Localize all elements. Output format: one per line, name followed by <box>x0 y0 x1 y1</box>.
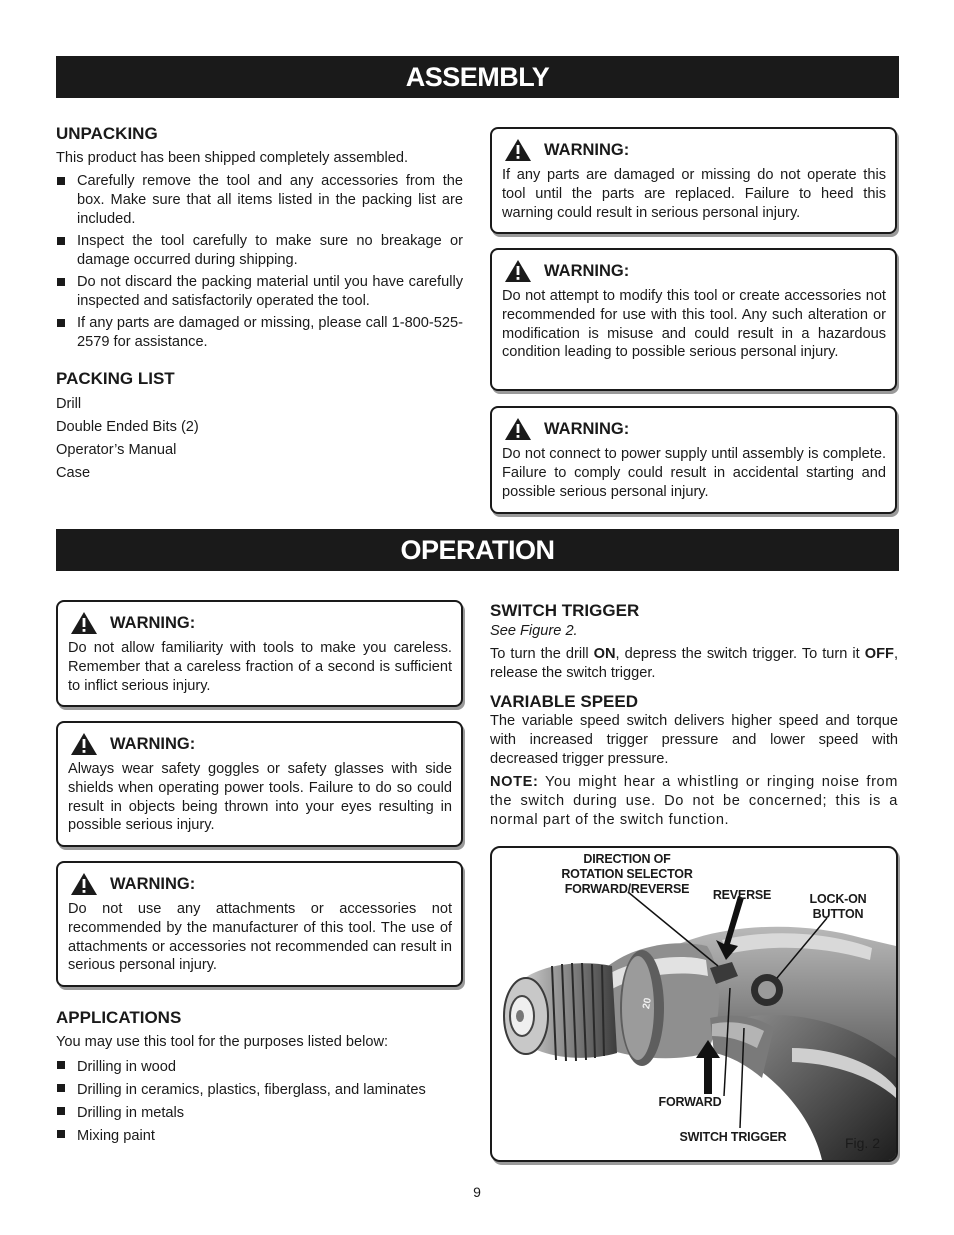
text-run: , depress the switch trigger. To turn it <box>615 646 865 662</box>
note-label: NOTE: <box>490 774 539 790</box>
operation-title: OPERATION <box>400 535 555 565</box>
switch-trigger-text <box>490 645 898 683</box>
off-emphasis: OFF <box>864 646 894 662</box>
label-direction-selector <box>547 852 707 897</box>
on-emphasis: ON <box>593 646 616 662</box>
list-item: Double Ended Bits (2) <box>56 419 199 435</box>
warning-text: If any parts are damaged or missing do not operate this tool until the parts are replaced. Failure to heed this warning could result in serious personal injury. <box>502 167 886 221</box>
list-item: Drilling in wood <box>56 1056 463 1079</box>
warning-box <box>490 406 897 514</box>
warning-box <box>56 721 463 847</box>
packing-list-heading: PACKING LIST <box>56 369 175 388</box>
chuck-marking: 20 <box>641 997 654 1010</box>
warning-title: WARNING: <box>110 613 196 632</box>
list-item: Case <box>56 465 91 481</box>
figure-caption: Fig. 2 <box>844 1135 880 1151</box>
list-item: Carefully remove the tool and any accessories from the box. Make sure that all items listed in the packing list are included. <box>56 172 463 229</box>
label-line: LOCK-ON <box>809 892 867 906</box>
warning-text: Always wear safety goggles or safety glasses with side shields when operating power tools. Failure to do so could result in objects being thrown into your eyes resulting in possible serious injury. <box>68 761 452 834</box>
list-item: Inspect the tool carefully to make sure no breakage or damage occurred during shipping. <box>56 232 463 270</box>
warning-triangle-icon <box>70 732 98 756</box>
warning-box <box>56 861 463 987</box>
variable-speed-text: The variable speed switch delivers higher speed and torque with increased trigger pressure and lower speed with decreased trigger pressure. <box>490 713 898 767</box>
text-run: , release the switch trigger. <box>490 646 898 681</box>
label-switch-trigger: SWITCH TRIGGER <box>679 1130 787 1144</box>
warning-text: Do not attempt to modify this tool or create accessories not recommended for use with this tool. Any such alteration or modification is misuse and could result in a hazardous condition leading to possible serious personal injury. <box>502 288 886 361</box>
list-item: Drilling in metals <box>56 1102 463 1125</box>
unpacking-heading: UNPACKING <box>56 124 158 143</box>
label-forward: FORWARD <box>658 1095 722 1109</box>
warning-text: Do not use any attachments or accessories not recommended by the manufacturer of this tool. The use of attachments or accessories not recommended can result in serious personal injury. <box>68 901 452 974</box>
warning-title: WARNING: <box>110 874 196 893</box>
label-line: DIRECTION OF <box>583 852 671 866</box>
figure-2 <box>490 846 898 1162</box>
unpacking-section <box>56 123 463 485</box>
label-reverse: REVERSE <box>712 888 772 902</box>
switch-section <box>490 600 898 830</box>
text-run: To turn the drill <box>490 646 594 662</box>
see-figure-ref: See Figure 2. <box>490 623 578 639</box>
note-text: You might hear a whistling or ringing noise from the switch during use. Do not be concerned; this is a normal part of the switch function. <box>490 774 898 828</box>
packing-list <box>56 393 463 485</box>
warning-title: WARNING: <box>544 140 630 159</box>
label-line: FORWARD/REVERSE <box>564 882 690 896</box>
warning-title: WARNING: <box>110 734 196 753</box>
variable-speed-heading: VARIABLE SPEED <box>490 692 638 711</box>
page-number: 9 <box>473 1184 481 1200</box>
switch-trigger-heading: SWITCH TRIGGER <box>490 601 640 620</box>
operation-banner <box>56 529 899 571</box>
applications-intro: You may use this tool for the purposes listed below: <box>56 1034 389 1050</box>
warning-triangle-icon <box>70 872 98 896</box>
list-item: Drill <box>56 396 82 412</box>
list-item: Operator’s Manual <box>56 442 177 458</box>
list-item: Drilling in ceramics, plastics, fiberglass, and laminates <box>56 1079 463 1102</box>
warning-text: Do not allow familiarity with tools to make you careless. Remember that a careless fraction of a second is sufficient to inflict serious injury. <box>68 640 452 694</box>
unpacking-intro: This product has been shipped completely assembled. <box>56 150 409 166</box>
assembly-title: ASSEMBLY <box>405 62 550 92</box>
warning-triangle-icon <box>504 138 532 162</box>
unpacking-list <box>56 172 463 352</box>
warning-text: Do not connect to power supply until assembly is complete. Failure to comply could result in accidental starting and possible serious personal injury. <box>502 446 886 500</box>
warning-box <box>490 248 897 391</box>
label-line: ROTATION SELECTOR <box>561 867 693 881</box>
list-item: If any parts are damaged or missing, please call 1-800-525-2579 for assistance. <box>56 314 463 352</box>
warning-box <box>56 600 463 707</box>
applications-section <box>56 1007 463 1148</box>
label-lock-on-button <box>798 892 878 922</box>
warning-title: WARNING: <box>544 261 630 280</box>
variable-speed-note <box>490 773 898 830</box>
assembly-banner <box>56 56 899 98</box>
applications-list <box>56 1056 463 1148</box>
applications-heading: APPLICATIONS <box>56 1008 182 1027</box>
list-item: Mixing paint <box>56 1125 463 1148</box>
warning-triangle-icon <box>504 417 532 441</box>
warning-triangle-icon <box>70 611 98 635</box>
label-line: BUTTON <box>812 907 864 921</box>
warning-triangle-icon <box>504 259 532 283</box>
list-item: Do not discard the packing material until you have carefully inspected and satisfactorily operated the tool. <box>56 273 463 311</box>
warning-box <box>490 127 897 234</box>
warning-title: WARNING: <box>544 419 630 438</box>
